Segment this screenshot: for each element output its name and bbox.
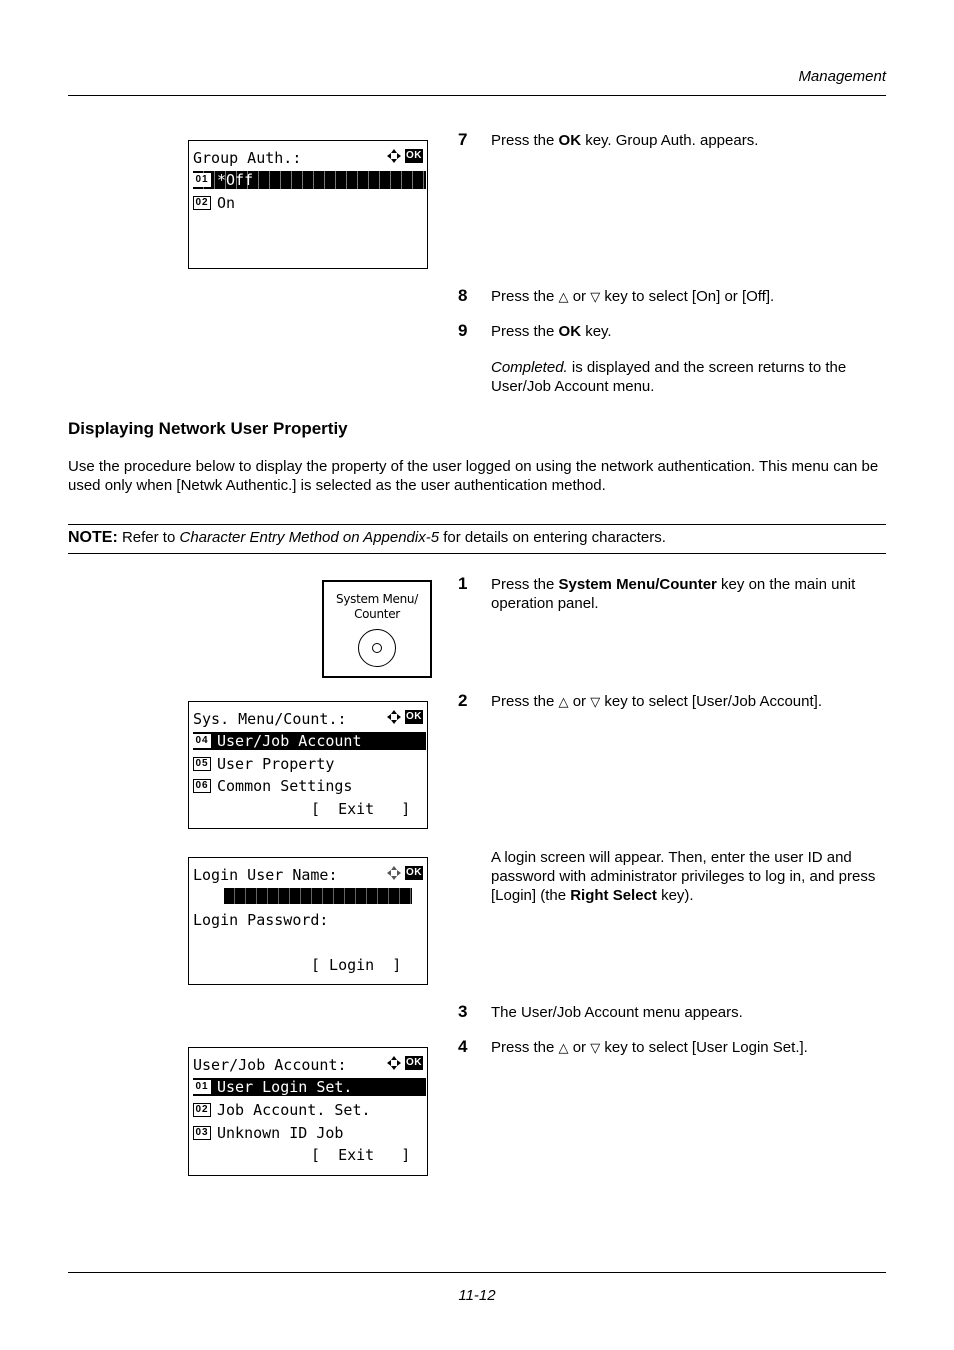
panel-title: User/Job Account: bbox=[193, 1056, 347, 1074]
user-job-account-panel bbox=[188, 1047, 428, 1176]
up-key-icon: △ bbox=[558, 1041, 569, 1056]
menu-item-selected bbox=[193, 732, 426, 750]
step-text: Press the △ or ▽ key to select [User Login Set.]. bbox=[491, 1039, 808, 1056]
step-number: 1 bbox=[458, 574, 468, 593]
panel-title: Login User Name: bbox=[193, 866, 338, 884]
item-label: Unknown ID Job bbox=[217, 1124, 344, 1142]
item-label: User Property bbox=[217, 755, 335, 773]
softkey-exit: [ Exit ] bbox=[311, 1146, 411, 1164]
step-text: Press the OK key. Group Auth. appears. bbox=[491, 132, 759, 149]
four-way-arrows-icon bbox=[386, 865, 402, 881]
ok-key-icon: OK bbox=[406, 150, 422, 161]
running-header: Management bbox=[798, 68, 886, 85]
step-number: 9 bbox=[458, 321, 468, 340]
step-text: Press the System Menu/Counter key on the main unit operation panel. bbox=[491, 576, 856, 612]
item-label: On bbox=[217, 194, 236, 212]
step-number: 2 bbox=[458, 691, 468, 710]
up-key-icon: △ bbox=[558, 695, 569, 710]
item-number: 02 bbox=[193, 1103, 211, 1117]
down-key-icon: ▽ bbox=[590, 1041, 601, 1056]
menu-item-selected bbox=[193, 1078, 426, 1096]
four-way-arrows-icon bbox=[386, 709, 402, 725]
softkey-login: [ Login ] bbox=[311, 956, 402, 974]
item-number: 06 bbox=[193, 779, 211, 793]
step-number: 7 bbox=[458, 130, 468, 149]
step-text: The User/Job Account menu appears. bbox=[491, 1004, 743, 1021]
footer-rule bbox=[68, 1272, 886, 1273]
item-label: User/Job Account bbox=[217, 732, 362, 750]
four-way-arrows-icon bbox=[386, 1055, 402, 1071]
menu-item bbox=[193, 777, 427, 795]
note-rule-bottom bbox=[68, 553, 886, 554]
panel-title: Sys. Menu/Count.: bbox=[193, 710, 347, 728]
system-menu-key-panel bbox=[322, 580, 432, 678]
item-number: 02 bbox=[193, 196, 211, 210]
softkey-exit: [ Exit ] bbox=[311, 800, 411, 818]
user-name-input bbox=[224, 888, 412, 904]
note-rule-top bbox=[68, 524, 886, 525]
item-label: Job Account. Set. bbox=[217, 1101, 371, 1119]
login-panel bbox=[188, 857, 428, 985]
sys-menu-panel bbox=[188, 701, 428, 829]
step-number: 4 bbox=[458, 1037, 468, 1056]
step-number: 3 bbox=[458, 1002, 468, 1021]
down-key-icon: ▽ bbox=[590, 290, 601, 305]
item-label: User Login Set. bbox=[217, 1078, 353, 1096]
item-number: 03 bbox=[193, 1126, 211, 1140]
header-rule bbox=[68, 95, 886, 96]
four-way-arrows-icon bbox=[386, 148, 402, 164]
ok-key-icon: OK bbox=[406, 867, 422, 878]
step-text: Press the △ or ▽ key to select [User/Job Account]. bbox=[491, 693, 822, 710]
item-number: 05 bbox=[193, 757, 211, 771]
step-number: 8 bbox=[458, 286, 468, 305]
page-number: 11-12 bbox=[458, 1287, 496, 1304]
group-auth-panel bbox=[188, 140, 428, 269]
menu-item bbox=[193, 194, 427, 212]
item-number: 01 bbox=[193, 173, 211, 187]
item-label: *Off bbox=[217, 171, 254, 189]
menu-item-selected bbox=[193, 171, 426, 189]
down-key-icon: ▽ bbox=[590, 695, 601, 710]
ok-key-icon: OK bbox=[406, 1057, 422, 1068]
ok-key-icon: OK bbox=[406, 711, 422, 722]
panel-icons bbox=[386, 708, 423, 726]
item-number: 01 bbox=[193, 1080, 211, 1094]
key-label: System Menu/ Counter bbox=[336, 592, 418, 621]
up-key-icon: △ bbox=[558, 290, 569, 305]
note: NOTE: Refer to Character Entry Method on Appendix-5 for details on entering characters. bbox=[68, 529, 666, 546]
menu-item bbox=[193, 1124, 427, 1142]
step-text: Press the OK key. bbox=[491, 323, 612, 340]
panel-icons bbox=[386, 864, 423, 882]
step-text: Press the △ or ▽ key to select [On] or [Off]. bbox=[491, 288, 775, 305]
menu-item bbox=[193, 755, 427, 773]
step-note: Completed. is displayed and the screen returns to the User/Job Account menu. bbox=[491, 359, 847, 395]
login-instruction: A login screen will appear. Then, enter the user ID and password with administrator privileges to log in, and press [Login] (the Right Select key). bbox=[491, 849, 876, 904]
section-heading: Displaying Network User Propertiy bbox=[68, 419, 348, 438]
panel-icons bbox=[386, 1054, 423, 1072]
system-menu-key-icon bbox=[358, 629, 396, 667]
password-label: Login Password: bbox=[193, 911, 329, 929]
item-number: 04 bbox=[193, 734, 211, 748]
panel-title: Group Auth.: bbox=[193, 149, 302, 167]
item-label: Common Settings bbox=[217, 777, 353, 795]
menu-item bbox=[193, 1101, 427, 1119]
intro-paragraph: Use the procedure below to display the property of the user logged on using the network authentication. This menu can be used only when [Netwk Authentic.] is selected as the user authentication method. bbox=[68, 458, 879, 494]
panel-icons bbox=[386, 147, 423, 165]
